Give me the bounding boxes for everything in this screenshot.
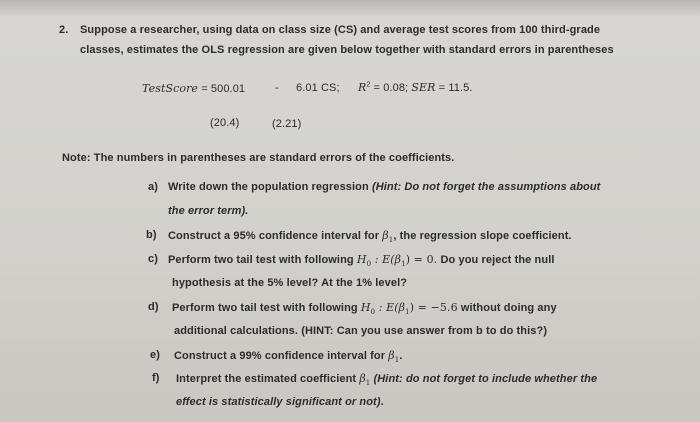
part-b-letter: b) [146, 229, 157, 241]
part-a-letter: a) [148, 181, 158, 193]
part-e-end: . [399, 350, 403, 362]
minus-sign: - [275, 82, 279, 94]
part-f-beta: β [359, 372, 366, 385]
part-c-letter: c) [148, 253, 158, 265]
ser-value: = 11.5. [435, 82, 473, 94]
part-f-line2 [176, 396, 384, 408]
part-d-expr-sub: 1 [405, 308, 410, 317]
part-c-line1 [168, 253, 555, 268]
dependent-variable: TestScore [142, 82, 199, 95]
part-f-end: . [380, 396, 384, 408]
slope-estimate [296, 82, 340, 94]
part-c-text1: Perform two tail test with following [168, 254, 357, 266]
part-d-text1: Perform two tail test with following [172, 302, 361, 314]
r-squared-sup: 2 [366, 81, 371, 89]
part-d-h: H [360, 301, 371, 314]
part-f-sub: 1 [365, 379, 371, 388]
part-f-hint1: (Hint: do not forget to include whether the [370, 373, 598, 385]
r-squared-value: = 0.08; [370, 82, 412, 94]
part-e-beta: β [388, 349, 395, 362]
part-d-text2: without doing any [457, 302, 557, 314]
part-e-line [174, 349, 402, 364]
se-intercept: (20.4) [210, 117, 240, 129]
part-d-line1 [172, 301, 557, 316]
part-b-text1: Construct a 95% confidence interval for [168, 230, 383, 242]
part-c-expr-sub: 1 [401, 260, 406, 269]
part-d-line2: additional calculations. (HINT: Can you use answer from b to do this?) [174, 325, 548, 337]
ser-label: SER [411, 81, 436, 94]
part-b-line [168, 229, 572, 244]
se-slope: (2.21) [272, 118, 302, 130]
part-b-sub: 1 [388, 236, 394, 245]
r-squared-label: R [358, 81, 367, 94]
fit-statistics [358, 81, 473, 94]
part-b-beta: β [382, 229, 389, 242]
part-c-text2: Do you reject the null [437, 254, 555, 266]
note-text: Note: The numbers in parentheses are standard errors of the coefficients. [62, 152, 455, 164]
part-d-expr2: ) = −5.6 [409, 301, 458, 314]
question-intro-line1: Suppose a researcher, using data on class size (CS) and average test scores from 100 third-grade [80, 24, 601, 36]
part-a-text: Write down the population regression [168, 181, 372, 193]
regression-equation [142, 82, 245, 95]
part-a-line1 [168, 181, 600, 193]
part-e-text: Construct a 99% confidence interval for [174, 350, 389, 362]
part-c-h-sub: 0 [366, 260, 372, 269]
part-f-text: Interpret the estimated coefficient [176, 373, 360, 385]
part-a-hint2: the error term). [168, 205, 249, 217]
part-b-text2: , the regression slope coefficient. [393, 230, 572, 242]
part-e-letter: e) [150, 349, 160, 361]
part-c-expr: : E(β [371, 253, 402, 266]
slope-term: 6.01 CS; [296, 82, 340, 94]
part-f-line1 [176, 372, 597, 387]
part-f-letter: f) [152, 372, 160, 384]
question-intro-line2: classes, estimates the OLS regression are given below together with standard errors in parentheses [80, 44, 614, 56]
intercept-estimate: = 500.01 [198, 83, 246, 95]
part-c-expr2: ) = 0. [405, 253, 438, 266]
part-a-hint1: (Hint: Do not forget the assumptions about [371, 181, 601, 193]
part-c-h: H [356, 253, 367, 266]
page-shadow [0, 0, 700, 18]
question-number: 2. [59, 24, 69, 36]
part-d-letter: d) [148, 301, 159, 313]
part-e-sub: 1 [394, 356, 400, 365]
part-f-hint2: effect is statistically significant or not) [176, 396, 381, 408]
part-d-h-sub: 0 [370, 308, 376, 317]
part-d-expr: : E(β [375, 301, 406, 314]
part-c-line2: hypothesis at the 5% level? At the 1% level? [172, 277, 408, 289]
